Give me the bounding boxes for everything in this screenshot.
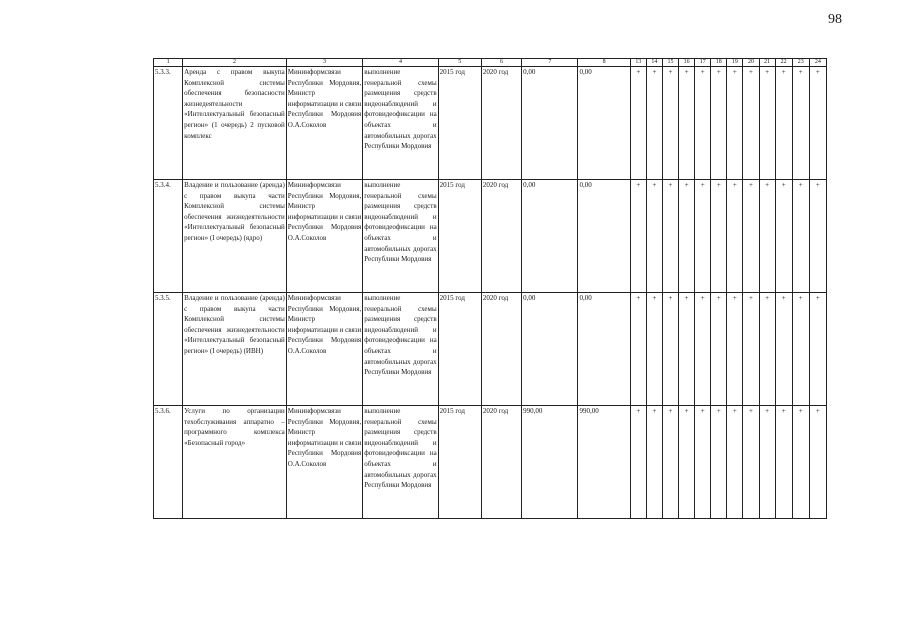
- schedule-mark-cell: +: [695, 293, 711, 406]
- schedule-mark-cell: +: [679, 293, 695, 406]
- expected-result-cell: выполнение генеральной схемы размещения средств видеонаблюдений и фотовидеофиксации на объектах и автомобильных дорогах Республики Мордовия: [363, 406, 438, 519]
- schedule-mark-cell: +: [759, 67, 775, 180]
- schedule-mark-cell: +: [662, 67, 678, 180]
- column-number: 14: [646, 59, 662, 67]
- item-number-cell: 5.3.5.: [154, 293, 183, 406]
- schedule-mark-cell: +: [646, 406, 662, 519]
- schedule-mark-cell: +: [809, 67, 826, 180]
- column-number: 24: [809, 59, 826, 67]
- amount-col8-cell: 0,00: [578, 180, 630, 293]
- schedule-mark-cell: +: [630, 293, 646, 406]
- expected-result-cell: выполнение генеральной схемы размещения средств видеонаблюдений и фотовидеофиксации на объектах и автомобильных дорогах Республики Мордовия: [363, 180, 438, 293]
- amount-col8-cell: 0,00: [578, 293, 630, 406]
- event-name-cell: Владение и пользование (аренда) с правом выкупа части Комплексной системы обеспечения жизнедеятельности «Интеллектуальный безопасный регион» (I очередь) (ядро): [183, 180, 287, 293]
- schedule-mark-cell: +: [727, 180, 743, 293]
- schedule-mark-cell: +: [711, 293, 727, 406]
- end-year-cell: 2020 год: [481, 180, 521, 293]
- table-row: [154, 67, 827, 180]
- end-year-cell: 2020 год: [481, 406, 521, 519]
- schedule-mark-cell: +: [711, 180, 727, 293]
- column-number: 18: [711, 59, 727, 67]
- schedule-mark-cell: +: [695, 67, 711, 180]
- responsible-cell: Мининформсвязи Республики Мордовия, Министр информатизации и связи Республики Мордовия О.А.Соколов: [286, 180, 362, 293]
- column-number: 22: [775, 59, 792, 67]
- column-number: 5: [438, 59, 481, 67]
- item-number-cell: 5.3.4.: [154, 180, 183, 293]
- schedule-mark-cell: +: [646, 293, 662, 406]
- item-number-cell: 5.3.6.: [154, 406, 183, 519]
- schedule-mark-cell: +: [662, 180, 678, 293]
- amount-col8-cell: 0,00: [578, 67, 630, 180]
- amount-col7-cell: 0,00: [522, 293, 578, 406]
- schedule-mark-cell: +: [679, 406, 695, 519]
- event-name-cell: Услуги по организации техобслуживания аппаратно – программного комплекса «Безопасный город»: [183, 406, 287, 519]
- schedule-mark-cell: +: [792, 67, 809, 180]
- schedule-mark-cell: +: [695, 406, 711, 519]
- schedule-mark-cell: +: [743, 67, 759, 180]
- schedule-mark-cell: +: [711, 406, 727, 519]
- column-number: 20: [743, 59, 759, 67]
- column-number: 16: [679, 59, 695, 67]
- plan-table: [153, 58, 827, 519]
- column-number-row: [154, 59, 827, 67]
- table-row: [154, 180, 827, 293]
- amount-col7-cell: 0,00: [522, 180, 578, 293]
- schedule-mark-cell: +: [646, 67, 662, 180]
- end-year-cell: 2020 год: [481, 293, 521, 406]
- column-number: 21: [759, 59, 775, 67]
- amount-col8-cell: 990,00: [578, 406, 630, 519]
- schedule-mark-cell: +: [759, 180, 775, 293]
- responsible-cell: Мининформсвязи Республики Мордовия, Министр информатизации и связи Республики Мордовия О.А.Соколов: [286, 293, 362, 406]
- table-row: [154, 406, 827, 519]
- expected-result-cell: выполнение генеральной схемы размещения средств видеонаблюдений и фотовидеофиксации на объектах и автомобильных дорогах Республики Мордовия: [363, 293, 438, 406]
- event-name-cell: Аренда с правом выкупа Комплексной системы обеспечения безопасности жизнедеятельности «Интеллектуальный безопасный регион» (1 очередь) 2 пусковой комплекс: [183, 67, 287, 180]
- table-row: [154, 293, 827, 406]
- start-year-cell: 2015 год: [438, 293, 481, 406]
- schedule-mark-cell: +: [727, 406, 743, 519]
- column-number: 4: [363, 59, 438, 67]
- responsible-cell: Мининформсвязи Республики Мордовия, Министр информатизации и связи Республики Мордовия О.А.Соколов: [286, 67, 362, 180]
- responsible-cell: Мининформсвязи Республики Мордовия, Министр информатизации и связи Республики Мордовия О.А.Соколов: [286, 406, 362, 519]
- column-number: 7: [522, 59, 578, 67]
- expected-result-cell: выполнение генеральной схемы размещения средств видеонаблюдений и фотовидеофиксации на объектах и автомобильных дорогах Республики Мордовия: [363, 67, 438, 180]
- amount-col7-cell: 990,00: [522, 406, 578, 519]
- column-number: 19: [727, 59, 743, 67]
- schedule-mark-cell: +: [695, 180, 711, 293]
- schedule-mark-cell: +: [743, 293, 759, 406]
- schedule-mark-cell: +: [630, 180, 646, 293]
- schedule-mark-cell: +: [646, 180, 662, 293]
- schedule-mark-cell: +: [727, 67, 743, 180]
- schedule-mark-cell: +: [679, 67, 695, 180]
- schedule-mark-cell: +: [775, 180, 792, 293]
- schedule-mark-cell: +: [630, 406, 646, 519]
- column-number: 17: [695, 59, 711, 67]
- schedule-mark-cell: +: [630, 67, 646, 180]
- schedule-mark-cell: +: [743, 180, 759, 293]
- start-year-cell: 2015 год: [438, 180, 481, 293]
- amount-col7-cell: 0,00: [522, 67, 578, 180]
- event-name-cell: Владение и пользование (аренда) с правом выкупа части Комплексной системы обеспечения жизнедеятельности «Интеллектуальный безопасный регион» (I очередь) (ИВН): [183, 293, 287, 406]
- column-number: 6: [481, 59, 521, 67]
- schedule-mark-cell: +: [792, 180, 809, 293]
- schedule-mark-cell: +: [792, 293, 809, 406]
- schedule-mark-cell: +: [792, 406, 809, 519]
- page-number: 98: [828, 12, 842, 27]
- column-number: 15: [662, 59, 678, 67]
- schedule-mark-cell: +: [809, 180, 826, 293]
- schedule-mark-cell: +: [711, 67, 727, 180]
- schedule-mark-cell: +: [775, 293, 792, 406]
- schedule-mark-cell: +: [759, 293, 775, 406]
- column-number: 3: [286, 59, 362, 67]
- column-number: 13: [630, 59, 646, 67]
- schedule-mark-cell: +: [809, 406, 826, 519]
- schedule-mark-cell: +: [775, 67, 792, 180]
- schedule-mark-cell: +: [809, 293, 826, 406]
- column-number: 23: [792, 59, 809, 67]
- schedule-mark-cell: +: [662, 406, 678, 519]
- column-number: 8: [578, 59, 630, 67]
- schedule-mark-cell: +: [759, 406, 775, 519]
- column-number: 2: [183, 59, 287, 67]
- end-year-cell: 2020 год: [481, 67, 521, 180]
- item-number-cell: 5.3.3.: [154, 67, 183, 180]
- start-year-cell: 2015 год: [438, 67, 481, 180]
- schedule-mark-cell: +: [743, 406, 759, 519]
- column-number: 1: [154, 59, 183, 67]
- schedule-mark-cell: +: [662, 293, 678, 406]
- schedule-mark-cell: +: [679, 180, 695, 293]
- schedule-mark-cell: +: [727, 293, 743, 406]
- schedule-mark-cell: +: [775, 406, 792, 519]
- start-year-cell: 2015 год: [438, 406, 481, 519]
